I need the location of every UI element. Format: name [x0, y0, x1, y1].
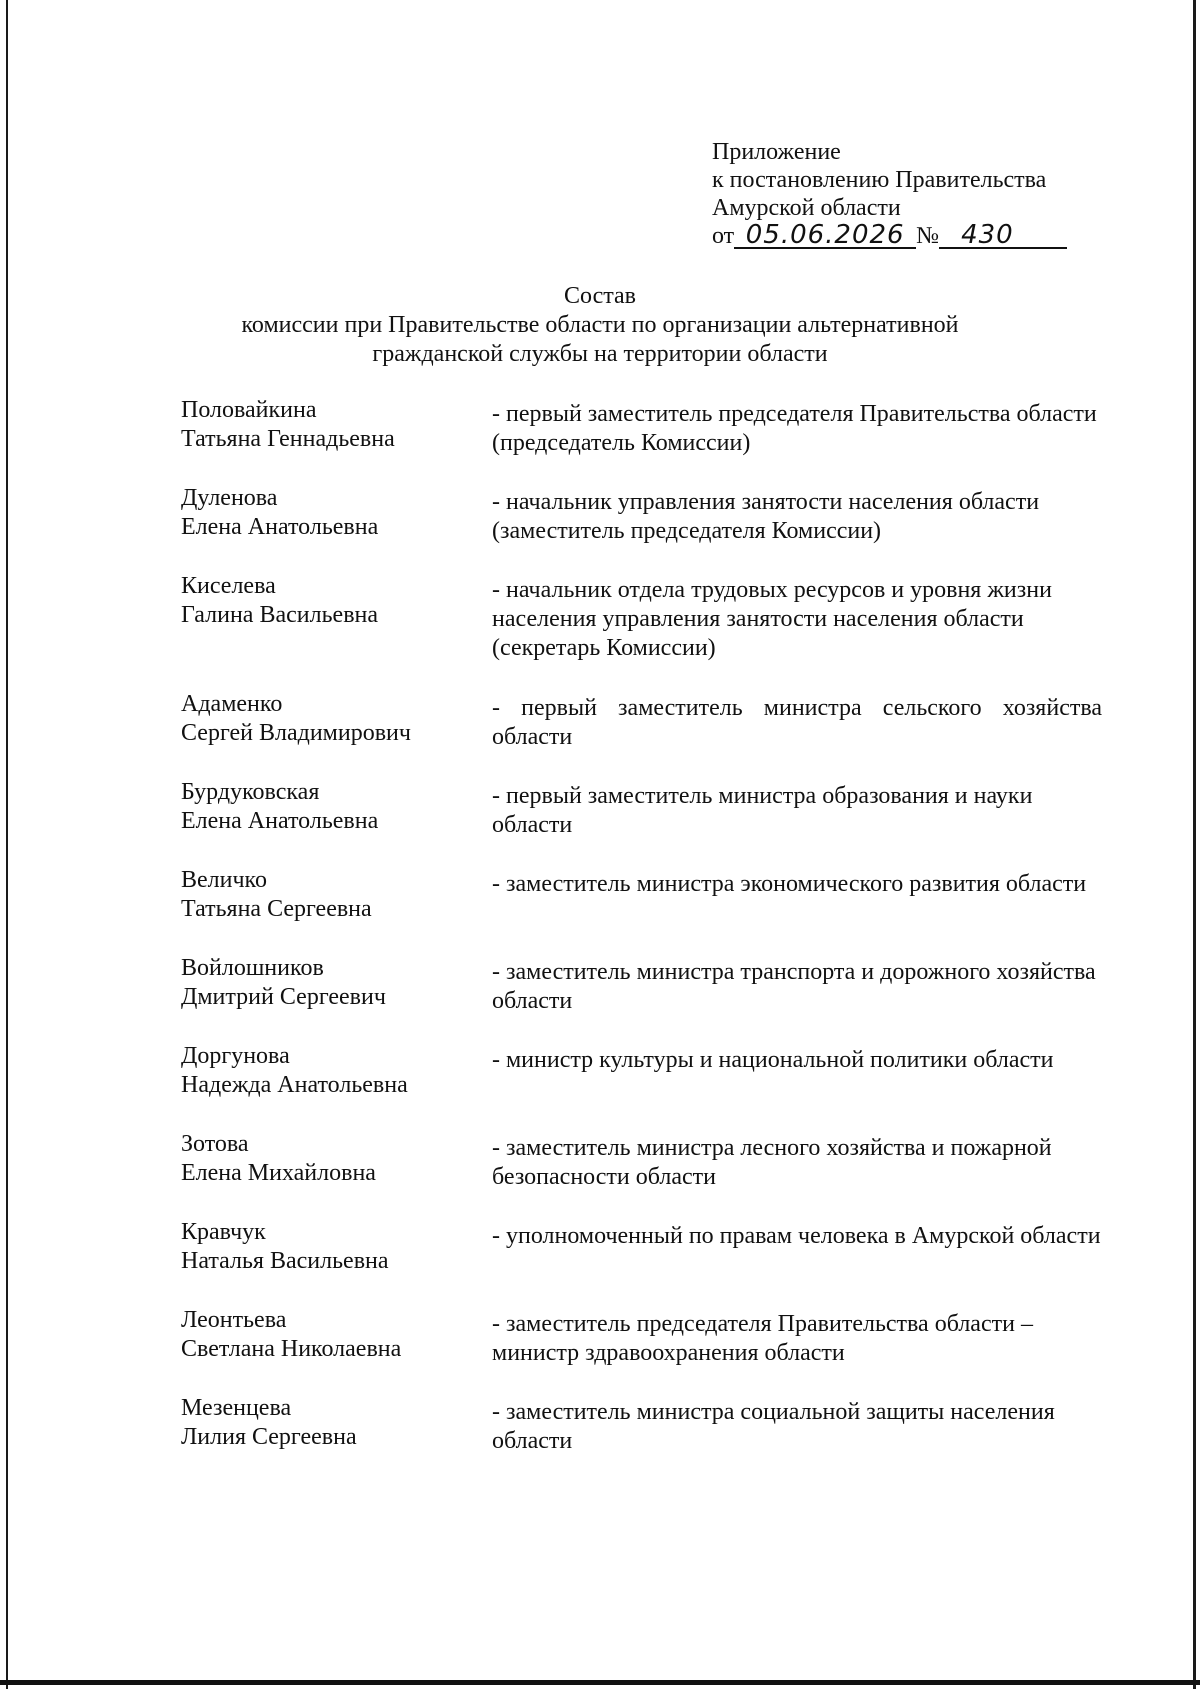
- member-given-name: Наталья Васильевна: [181, 1248, 389, 1274]
- appendix-resolution-ref: к постановлению Правительства: [712, 167, 1047, 193]
- member-role: - заместитель министра социальной защиты населения области: [492, 1399, 1055, 1454]
- member-given-name: Татьяна Геннадьевна: [181, 426, 395, 452]
- member-given-name: Лилия Сергеевна: [181, 1424, 357, 1450]
- member-given-name: Надежда Анатольевна: [181, 1072, 408, 1098]
- member-role: - уполномоченный по правам человека в Амурской области: [492, 1223, 1101, 1249]
- member-role: - заместитель министра лесного хозяйства и пожарной безопасности области: [492, 1135, 1052, 1190]
- member-given-name: Светлана Николаевна: [181, 1336, 402, 1362]
- member-role: - заместитель министра транспорта и дорожного хозяйства области: [492, 959, 1096, 1014]
- member-surname: Половайкина: [181, 397, 317, 423]
- member-role: - начальник отдела трудовых ресурсов и уровня жизни населения управления занятости населения области (секретарь Комиссии): [492, 577, 1052, 661]
- number-sign: №: [916, 223, 940, 249]
- member-role: - первый заместитель министра сельского хозяйства области: [492, 695, 1102, 750]
- member-surname: Кравчук: [181, 1219, 266, 1245]
- member-given-name: Елена Михайловна: [181, 1160, 376, 1186]
- member-role: - первый заместитель председателя Правительства области (председатель Комиссии): [492, 401, 1097, 456]
- member-given-name: Елена Анатольевна: [181, 808, 379, 834]
- appendix-region: Амурской области: [712, 195, 901, 221]
- member-role: - заместитель председателя Правительства области – министр здравоохранения области: [492, 1311, 1033, 1366]
- handwritten-date: 05.06.2026: [734, 223, 916, 249]
- member-surname: Дуленова: [181, 485, 278, 511]
- member-surname: Бурдуковская: [181, 779, 320, 805]
- member-surname: Величко: [181, 867, 267, 893]
- member-role: - министр культуры и национальной политики области: [492, 1047, 1054, 1073]
- member-surname: Леонтьева: [181, 1307, 287, 1333]
- member-given-name: Галина Васильевна: [181, 602, 379, 628]
- member-surname: Доргунова: [181, 1043, 290, 1069]
- date-prefix: от: [712, 223, 735, 249]
- member-given-name: Татьяна Сергеевна: [181, 896, 372, 922]
- member-given-name: Сергей Владимирович: [181, 720, 411, 746]
- member-role: - начальник управления занятости населения области (заместитель председателя Комиссии): [492, 489, 1040, 544]
- handwritten-number: 430: [939, 223, 1067, 249]
- member-role: - заместитель министра экономического развития области: [492, 871, 1087, 897]
- title-line-1: комиссии при Правительстве области по организации альтернативной: [241, 312, 959, 338]
- member-surname: Зотова: [181, 1131, 249, 1157]
- member-surname: Адаменко: [181, 691, 283, 717]
- appendix-label: Приложение: [712, 139, 841, 165]
- member-surname: Мезенцева: [181, 1395, 292, 1421]
- member-surname: Войлошников: [181, 955, 324, 981]
- title-heading: Состав: [563, 283, 637, 309]
- member-given-name: Елена Анатольевна: [181, 514, 379, 540]
- member-surname: Киселева: [181, 573, 276, 599]
- member-role: - первый заместитель министра образования и науки области: [492, 783, 1033, 838]
- title-line-2: гражданской службы на территории области: [372, 341, 828, 367]
- member-given-name: Дмитрий Сергеевич: [181, 984, 386, 1010]
